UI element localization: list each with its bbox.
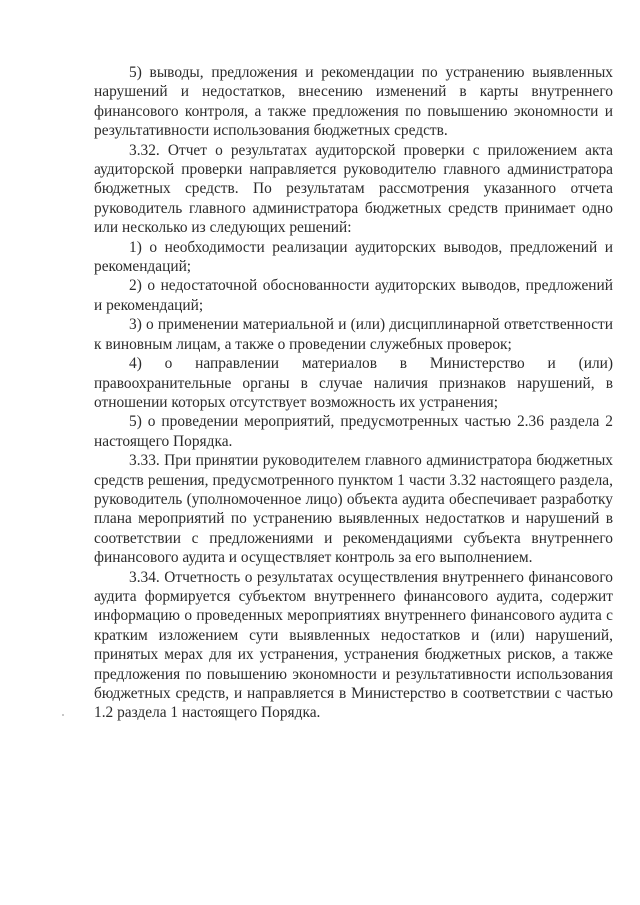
paragraph-3-32: 3.32. Отчет о результатах аудиторской проверки с приложением акта аудиторской проверки направляется руководителю главного администратора бюджетных средств. По результатам рассмотрения указанного отчета руководитель главного администратора бюджетных средств принимает одно или несколько из следующих решений: bbox=[94, 141, 613, 237]
paragraph-decision-5: 5) о проведении мероприятий, предусмотренных частью 2.36 раздела 2 настоящего Порядка. bbox=[94, 413, 613, 450]
paragraph-3-34: 3.34. Отчетность о результатах осуществления внутреннего финансового аудита формируется субъектом внутреннего финансового аудита, содержит информацию о проведенных мероприятиях внутреннего финансового аудита с кратким изложением сути выявленных недостатков и (или) нарушений, принятых мерах для их устранения, устранения бюджетных рисков, а также предложения по повышению экономности и результативности использования бюджетных средств, и направляется в Министерство в соответствии с частью 1.2 раздела 1 настоящего Порядка. bbox=[94, 568, 613, 722]
document-body bbox=[94, 63, 613, 723]
scan-speck bbox=[62, 714, 64, 716]
paragraph-decision-4: 4) о направлении материалов в Министерство и (или) правоохранительные органы в случае наличия признаков нарушений, в отношении которых отсутствует возможность их устранения; bbox=[94, 355, 613, 411]
paragraph-decision-1: 1) о необходимости реализации аудиторских выводов, предложений и рекомендаций; bbox=[94, 238, 613, 276]
paragraph-decision-2: 2) о недостаточной обоснованности аудиторских выводов, предложений и рекомендаций; bbox=[94, 277, 613, 314]
paragraph-conclusions-item-5: 5) выводы, предложения и рекомендации по устранению выявленных нарушений и недостатков, внесению изменений в карты внутреннего финансового контроля, а также предложения по повышению экономности и результативности использования бюджетных средств. bbox=[94, 64, 613, 140]
paragraph-decision-3: 3) о применении материальной и (или) дисциплинарной ответственности к виновным лицам, а также о проведении служебных проверок; bbox=[94, 316, 613, 353]
paragraph-3-33: 3.33. При принятии руководителем главного администратора бюджетных средств решения, предусмотренного пунктом 1 части 3.32 настоящего раздела, руководитель (уполномоченное лицо) объекта аудита обеспечивает разработку плана мероприятий по устранению выявленных недостатков и нарушений в соответствии с предложениями и рекомендациями субъекта внутреннего финансового аудита и осуществляет контроль за его выполнением. bbox=[94, 452, 613, 567]
